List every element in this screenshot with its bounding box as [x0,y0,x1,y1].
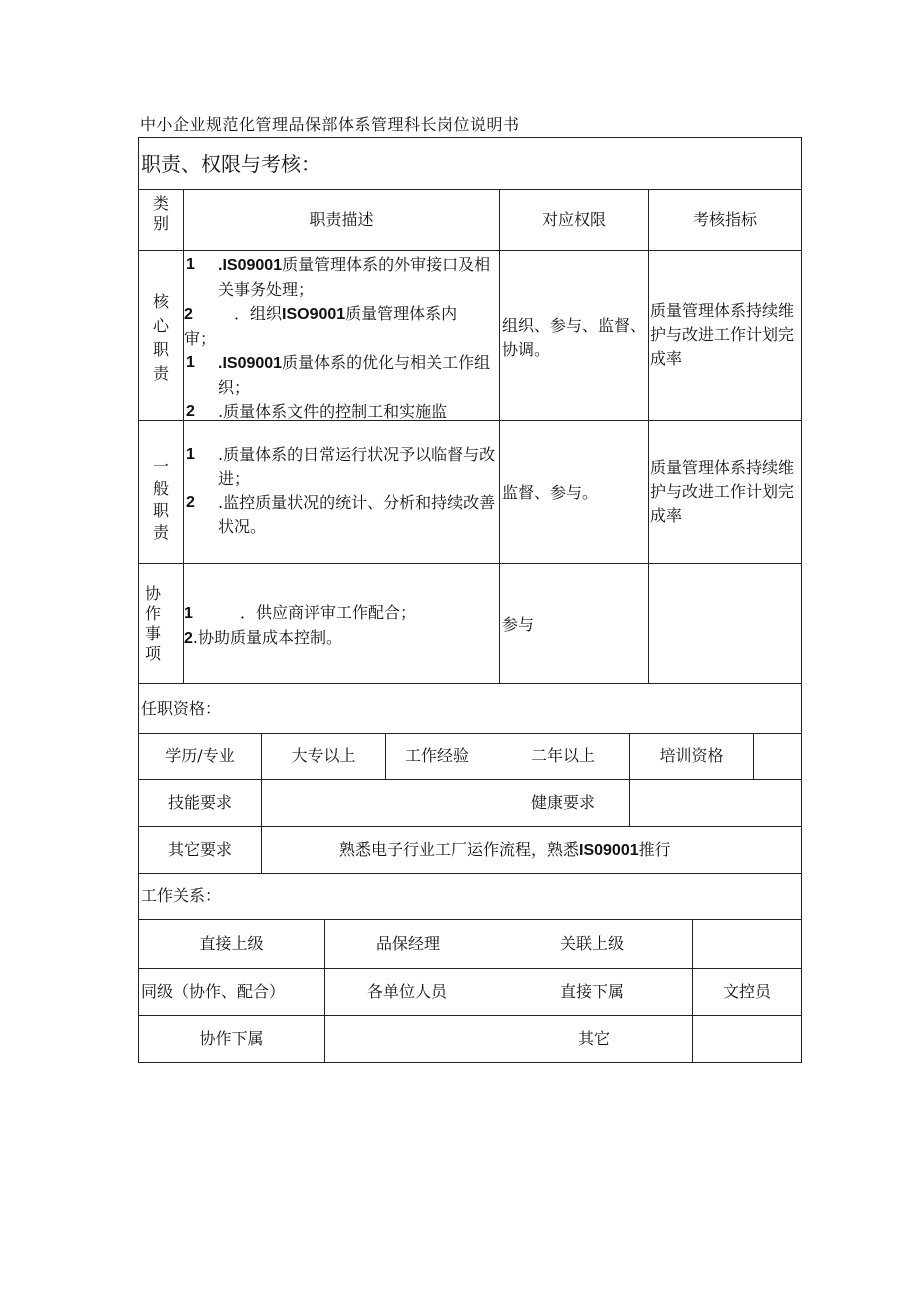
edu-value: 大专以上 [291,746,356,765]
coop-subordinate-label: 协作下属 [199,1029,264,1048]
header-authority: 对应权限 [541,210,606,229]
job-description-table [138,137,802,1063]
direct-subordinate-label: 直接下属 [560,982,625,1001]
section-qual-title: 任职资格： [141,699,222,718]
document-title: 中小企业规范化管理品保部体系管理科长岗位说明书 [140,115,520,134]
core-duties-authority: 组织、参与、监督、协调。 [502,316,646,359]
direct-superior-label: 直接上级 [199,934,264,953]
list-item: 1 .IS09001质量体系的优化与相关工作组织； [186,353,491,397]
health-label: 健康要求 [531,793,596,812]
core-duties-label: 核心职责 [152,292,169,383]
other-req-label: 其它要求 [167,840,232,859]
exp-label: 工作经验 [405,746,470,765]
core-duties-kpi: 质量管理体系持续维护与改进工作计划完成率 [650,301,795,368]
header-description: 职责描述 [309,210,374,229]
list-item: 1 .IS09001质量管理体系的外审接口及相关事务处理； [186,255,491,299]
header-kpi: 考核指标 [692,210,757,229]
general-duties-label: 一般职责 [152,457,169,542]
list-item: 2 .质量体系文件的控制工和实施监 [186,402,448,419]
coop-items-label: 协作事项 [144,584,161,663]
peer-label: 同级（协作、配合） [141,982,286,1001]
direct-subordinate-value: 文控员 [722,982,771,1001]
train-label: 培训资格 [659,746,724,765]
section-duties-title: 职责、权限与考核： [141,152,321,176]
coop-items-list [184,601,498,661]
header-category: 类别 [152,194,169,233]
other-req-value: 熟悉电子行业工厂运作流程，熟悉IS09001推行 [339,840,671,859]
list-item: 2 ．组织ISO9001质量管理体系内审； [184,304,458,348]
general-duties-authority: 监督、参与。 [502,483,599,502]
edu-label: 学历/专业 [165,746,235,765]
general-duties-list [184,443,498,553]
direct-superior-value: 品保经理 [376,934,441,953]
related-superior-label: 关联上级 [560,934,625,953]
section-rel-title: 工作关系： [141,886,222,905]
list-item: 2.协助质量成本控制。 [184,628,342,647]
general-duties-kpi: 质量管理体系持续维护与改进工作计划完成率 [650,458,795,525]
other-relation-label: 其它 [578,1029,611,1048]
list-item: 2 .监控质量状况的统计、分析和持续改善状况。 [186,493,496,536]
list-item: 1 ．供应商评审工作配合； [184,603,417,622]
exp-value: 二年以上 [531,746,596,765]
core-duties-list [184,253,498,419]
peer-value: 各单位人员 [367,982,448,1001]
coop-items-authority: 参与 [502,615,535,634]
skill-label: 技能要求 [167,793,232,812]
list-item: 1 .质量体系的日常运行状况予以临督与改进； [186,445,496,488]
